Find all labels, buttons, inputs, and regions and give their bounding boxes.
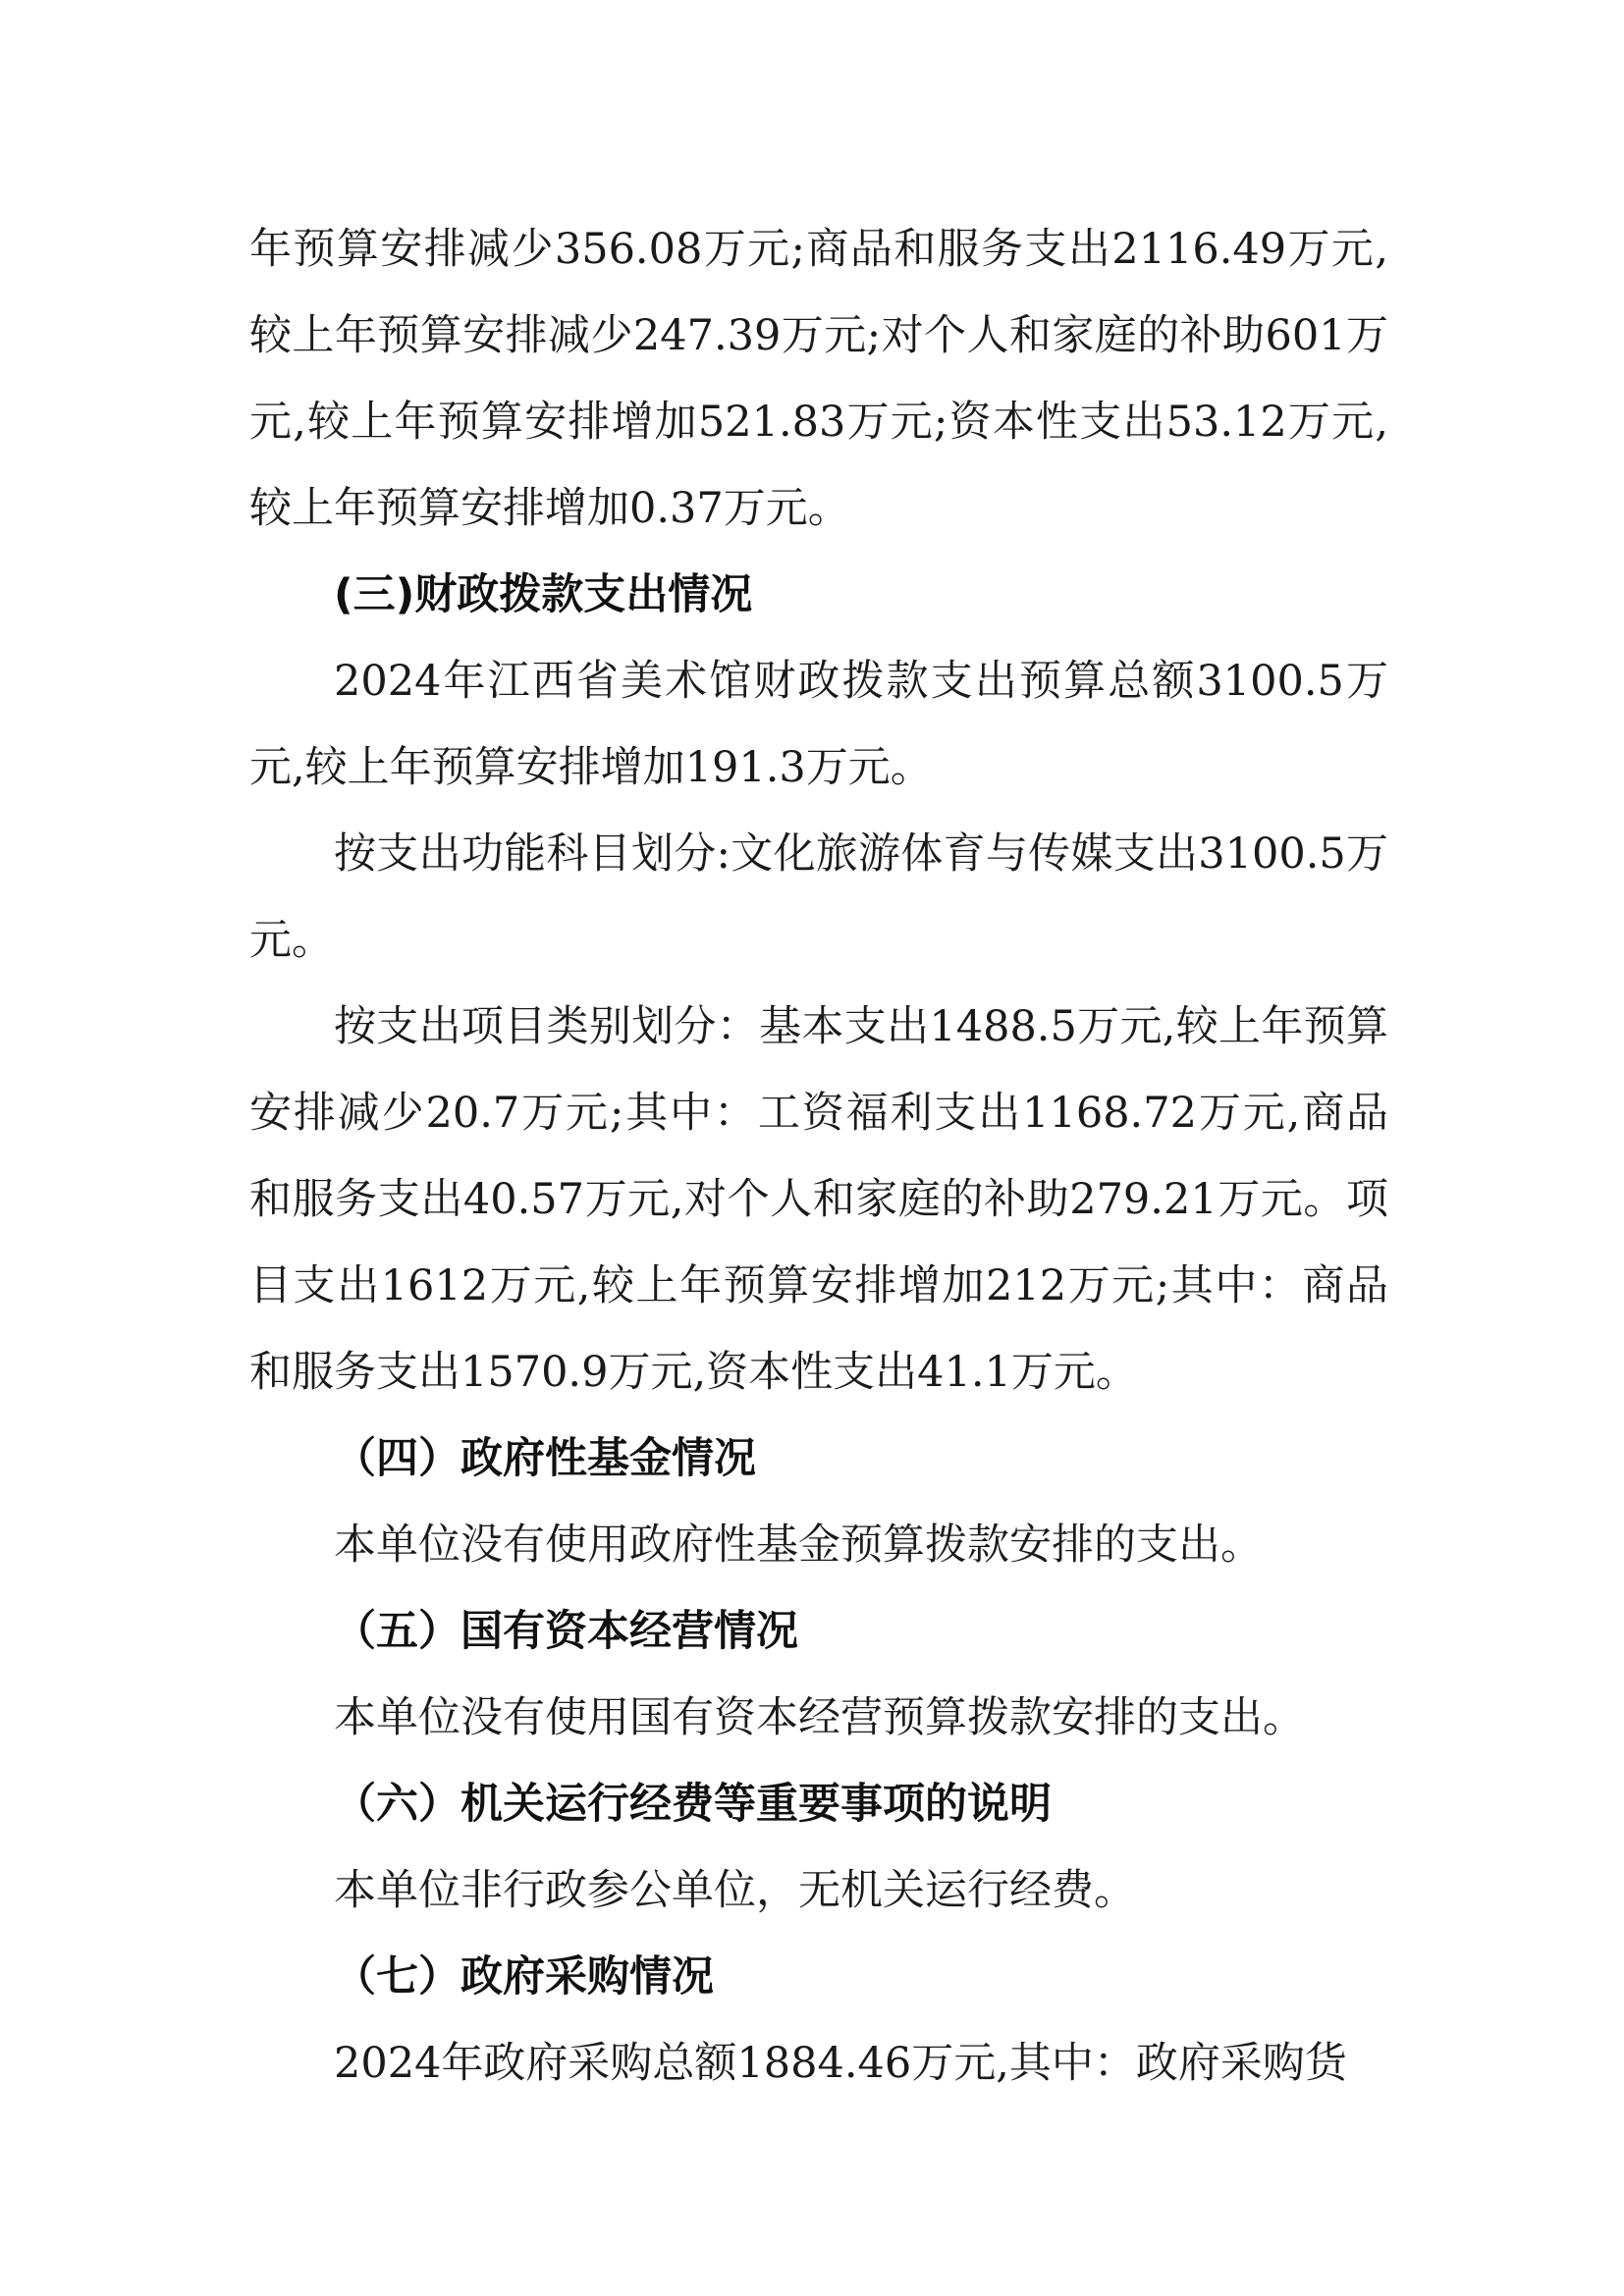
section-heading-operating-expenses: （六）机关运行经费等重要事项的说明	[334, 1780, 1052, 1829]
paragraph-government-fund: 本单位没有使用政府性基金预算拨款安排的支出。	[334, 1521, 1263, 1570]
section-heading-government-fund: （四）政府性基金情况	[334, 1434, 756, 1483]
document-body	[249, 206, 1388, 2107]
paragraph-procurement: 2024年政府采购总额1884.46万元,其中：政府采购货	[334, 2039, 1347, 2088]
paragraph-project-classification: 按支出项目类别划分：基本支出1488.5万元,较上年预算安排减少20.7万元;其中：工资福利支出1168.72万元,商品和服务支出40.57万元,对个人和家庭的补助279.21万元。项目支出1612万元,较上年预算安排增加212万元;其中：商品和服务支出1570.9万元,资本性支出41.1万元。	[249, 1002, 1388, 1397]
section-heading-fiscal-expenditure: (三)财政拨款支出情况	[334, 570, 753, 619]
section-heading-state-capital: （五）国有资本经营情况	[334, 1607, 798, 1656]
section-heading-procurement: （七）政府采购情况	[334, 1952, 714, 2002]
paragraph-continued-expenditure: 年预算安排减少356.08万元;商品和服务支出2116.49万元,较上年预算安排减少247.39万元;对个人和家庭的补助601万元,较上年预算安排增加521.83万元;资本性支出53.12万元,较上年预算安排增加0.37万元。	[249, 225, 1388, 533]
paragraph-fiscal-total: 2024年江西省美术馆财政拨款支出预算总额3100.5万元,较上年预算安排增加191.3万元。	[249, 657, 1388, 792]
paragraph-state-capital: 本单位没有使用国有资本经营预算拨款安排的支出。	[334, 1693, 1305, 1742]
paragraph-operating-expenses: 本单位非行政参公单位，无机关运行经费。	[334, 1866, 1136, 1915]
paragraph-function-classification: 按支出功能科目划分:文化旅游体育与传媒支出3100.5万元。	[249, 829, 1388, 965]
